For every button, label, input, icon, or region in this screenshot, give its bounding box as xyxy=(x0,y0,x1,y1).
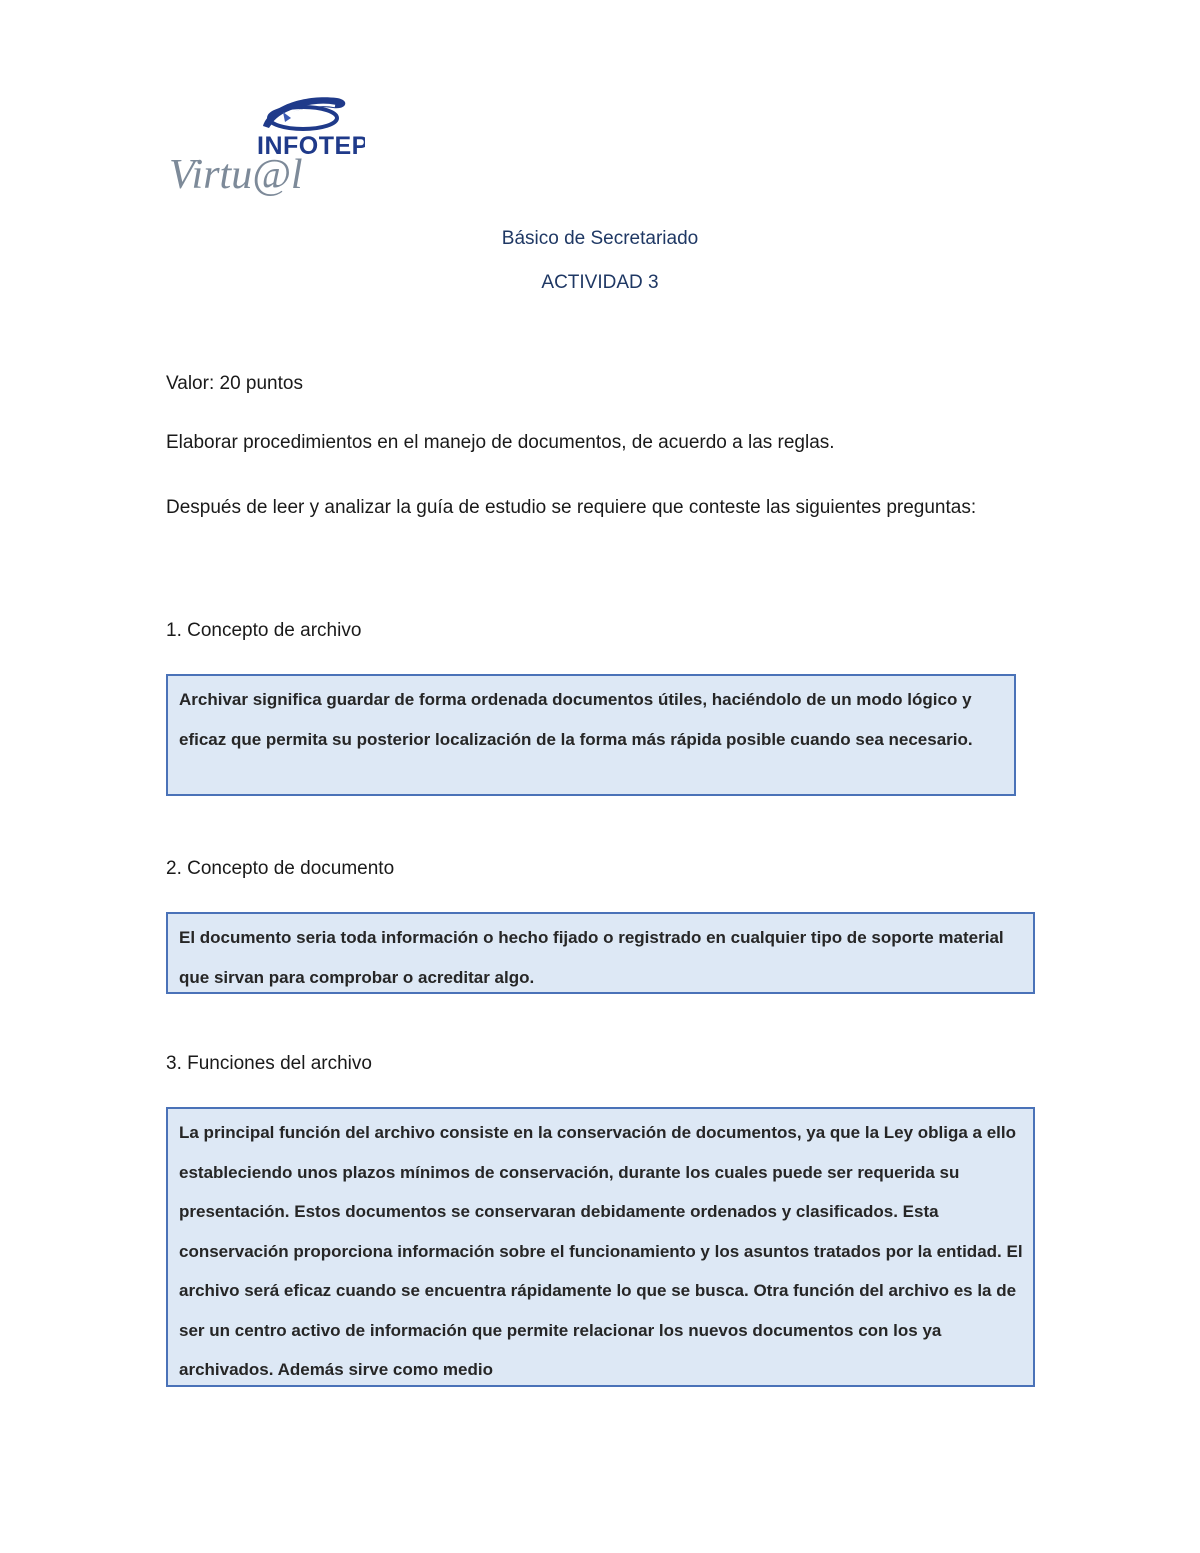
infotep-virtual-logo xyxy=(165,88,365,198)
objective-text: Elaborar procedimientos en el manejo de documentos, de acuerdo a las reglas. xyxy=(166,432,835,453)
question-2-title: 2. Concepto de documento xyxy=(166,858,395,879)
instruction-text: Después de leer y analizar la guía de estudio se requiere que conteste las siguientes preguntas: xyxy=(166,497,977,518)
course-title: Básico de Secretariado xyxy=(501,228,699,249)
answer-1-text: Archivar significa guardar de forma ordenada documentos útiles, haciéndolo de un modo lógico y eficaz que permita su posterior localización de la forma más rápida posible cuando sea necesario. xyxy=(179,690,973,749)
logo-brand-text: INFOTEP xyxy=(257,132,365,160)
answer-2-text: El documento seria toda información o hecho fijado o registrado en cualquier tipo de soporte material que sirvan para comprobar o acreditar algo. xyxy=(179,928,1004,987)
activity-title: ACTIVIDAD 3 xyxy=(541,272,659,293)
answer-box-2 xyxy=(166,912,1035,994)
question-1-title: 1. Concepto de archivo xyxy=(166,620,362,641)
logo-script-text: Virtu@l xyxy=(169,152,303,198)
answer-box-1 xyxy=(166,674,1016,796)
answer-3-text: La principal función del archivo consiste en la conservación de documentos, ya que la Ley obliga a ello estableciendo unos plazos mínimos de conservación, durante los cuales puede ser requerida su presentación. Estos documentos se conservaran debidamente ordenados y clasificados. Esta conservación proporciona información sobre el funcionamiento y los asuntos tratados por la entidad. El archivo será eficaz cuando se encuentra rápidamente lo que se busca. Otra función del archivo es la de ser un centro activo de información que permite relacionar los nuevos documentos con los ya archivados. Además sirve como medio xyxy=(179,1123,1023,1379)
infotep-logo-graphic xyxy=(165,88,365,198)
value-points: Valor: 20 puntos xyxy=(166,373,303,394)
question-3-title: 3. Funciones del archivo xyxy=(166,1053,372,1074)
answer-box-3 xyxy=(166,1107,1035,1387)
